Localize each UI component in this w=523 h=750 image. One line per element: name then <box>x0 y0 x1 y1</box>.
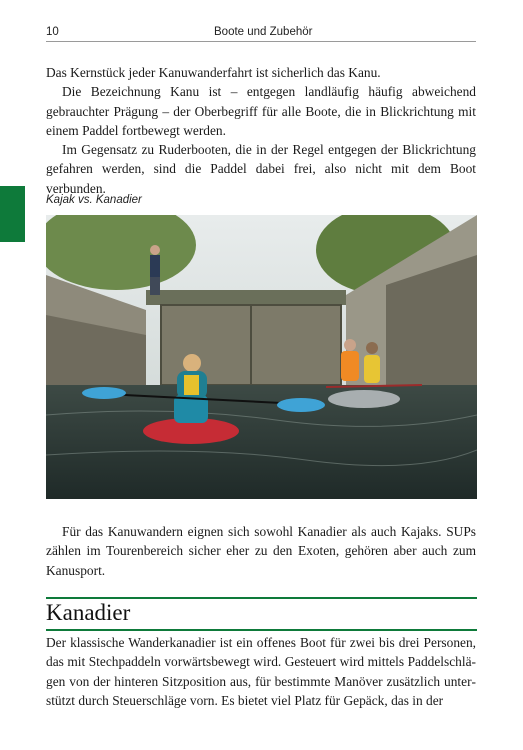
after-photo-paragraph: Für das Kanuwandern eignen sich sowohl Kanadier als auch Kajaks. SUPs zählen im Tourenbereich sicher eher zu den Exoten, gehören aber auch zum Kanusport. <box>46 524 476 578</box>
figure-caption: Kajak vs. Kanadier <box>46 194 142 206</box>
page-number: 10 <box>46 26 59 38</box>
intro-text <box>46 63 476 198</box>
intro-paragraph-1: Das Kernstück jeder Kanuwanderfahrt ist sicherlich das Kanu. <box>46 65 381 80</box>
intro-paragraph-2: Die Bezeichnung Kanu ist – entgegen landläufig häufig abweichend gebrauchter Prägung – der Oberbegriff für alle Boote, die in Blickrichtung mit einem Paddel fortbewegt werden. <box>46 84 476 138</box>
chapter-side-tab <box>0 186 25 242</box>
section-text <box>46 633 476 710</box>
after-photo-text <box>46 522 476 580</box>
lock-photo-illustration <box>46 215 477 499</box>
section-heading-box <box>46 597 477 631</box>
chapter-title: Boote und Zubehör <box>214 26 313 38</box>
intro-paragraph-3: Im Gegensatz zu Ruderbooten, die in der Regel entgegen der Blickrichtung gefahren werden, sind die Paddel dabei frei, also nicht mit dem Boot verbunden. <box>46 142 476 196</box>
section-title: Kanadier <box>46 600 131 625</box>
page-header <box>46 24 476 42</box>
lock-photo <box>46 215 477 499</box>
section-paragraph: Der klassische Wanderkanadier ist ein offenes Boot für zwei bis drei Personen, das mit Stechpaddeln vorwärtsbewegt wird. Gesteuert wird mittels Paddelschlägen von der hinteren Sitzposition aus, für bestimmte Manöver zusätzlich unterstützt durch Steuerschläge vorn. Es bietet viel Platz für Gepäck, das in der <box>46 635 476 708</box>
